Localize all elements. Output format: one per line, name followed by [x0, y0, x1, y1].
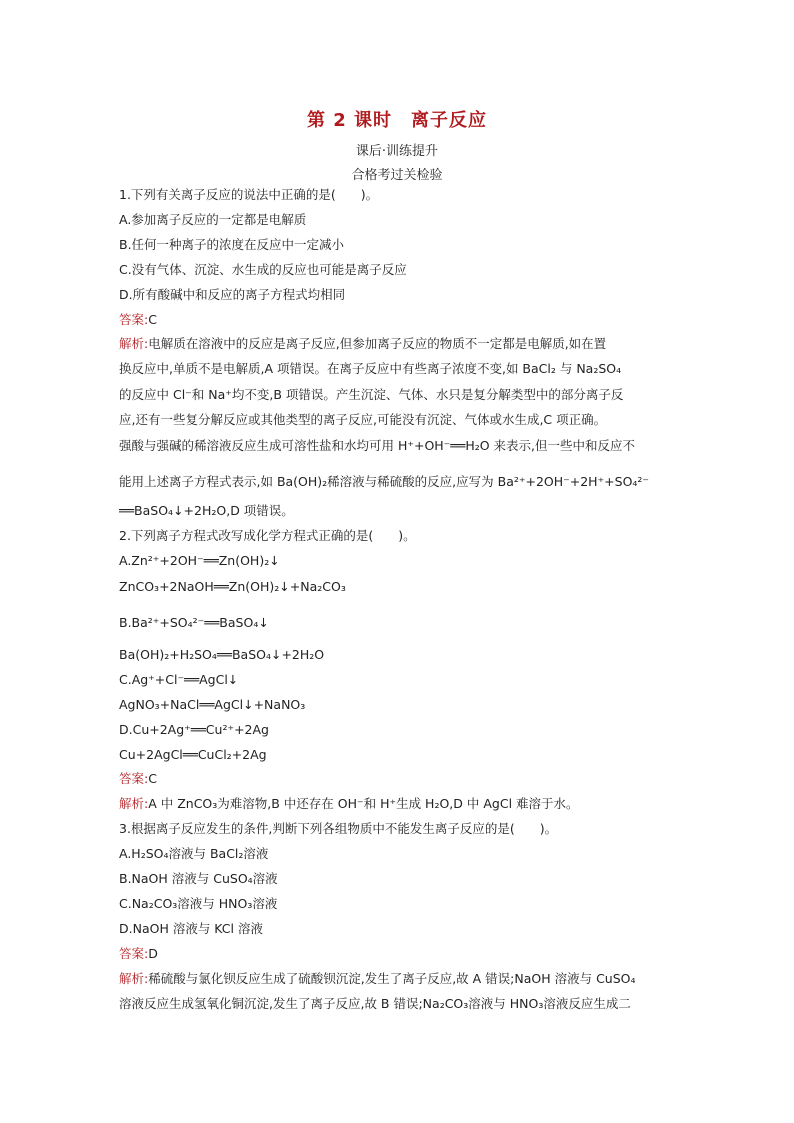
option-c: C.Ag⁺+Cl⁻══AgCl↓ — [119, 672, 239, 687]
option-d: D.NaOH 溶液与 KCl 溶液 — [119, 921, 263, 936]
question-2: 2.下列离子方程式改写成化学方程式正确的是( )。 — [119, 528, 416, 543]
explanation-text: 应,还有一些复分解反应或其他类型的离子反应,可能没有沉淀、气体或水生成,C 项正确。 — [119, 412, 607, 427]
option-d: D.所有酸碱中和反应的离子方程式均相同 — [119, 287, 346, 302]
option-d-equation: Cu+2AgCl══CuCl₂+2Ag — [119, 747, 267, 762]
option-a-equation: ZnCO₃+2NaOH══Zn(OH)₂↓+Na₂CO₃ — [119, 579, 346, 594]
option-a: A.Zn²⁺+2OH⁻══Zn(OH)₂↓ — [119, 553, 280, 568]
explanation-text: 电解质在溶液中的反应是离子反应,但参加离子反应的物质不一定都是电解质,如在置 — [148, 336, 607, 351]
option-a: A.H₂SO₄溶液与 BaCl₂溶液 — [119, 846, 269, 861]
option-b-equation: Ba(OH)₂+H₂SO₄══BaSO₄↓+2H₂O — [119, 647, 325, 662]
option-b: B.Ba²⁺+SO₄²⁻══BaSO₄↓ — [119, 615, 269, 630]
explanation-label: 解析: — [119, 336, 149, 351]
option-c: C.Na₂CO₃溶液与 HNO₃溶液 — [119, 896, 278, 911]
section-subtitle: 课后·训练提升 — [355, 144, 439, 159]
explanation-line — [119, 336, 679, 352]
answer-line — [119, 946, 679, 962]
explanation-text: 换反应中,单质不是电解质,A 项错误。在离子反应中有些离子浓度不变,如 BaCl₂ 与 Na₂SO₄ — [119, 361, 622, 376]
section-subtitle-2: 合格考过关检验 — [351, 168, 443, 183]
explanation-text: ══BaSO₄↓+2H₂O,D 项错误。 — [119, 503, 294, 518]
option-c: C.没有气体、沉淀、水生成的反应也可能是离子反应 — [119, 262, 407, 277]
page-title: 第 2 课时 离子反应 — [306, 110, 488, 131]
explanation-text: 强酸与强碱的稀溶液反应生成可溶性盐和水均可用 H⁺+OH⁻══H₂O 来表示,但一些中和反应不 — [119, 438, 636, 453]
explanation-line — [119, 796, 679, 812]
option-d: D.Cu+2Ag⁺══Cu²⁺+2Ag — [119, 722, 269, 737]
answer-line — [119, 771, 679, 787]
answer-line — [119, 312, 679, 328]
explanation-line — [119, 971, 679, 987]
option-c-equation: AgNO₃+NaCl══AgCl↓+NaNO₃ — [119, 697, 306, 712]
explanation-text: 能用上述离子方程式表示,如 Ba(OH)₂稀溶液与稀硫酸的反应,应写为 Ba²⁺+2OH⁻+2H⁺+SO₄²⁻ — [119, 474, 650, 489]
explanation-text: 溶液反应生成氢氧化铜沉淀,发生了离子反应,故 B 错误;Na₂CO₃溶液与 HNO₃溶液反应生成二 — [119, 996, 631, 1011]
explanation-label: 解析: — [119, 971, 149, 986]
question-1: 1.下列有关离子反应的说法中正确的是( )。 — [119, 187, 379, 202]
answer-label: 答案: — [119, 946, 149, 961]
explanation-text: 的反应中 Cl⁻和 Na⁺均不变,B 项错误。产生沉淀、气体、水只是复分解类型中的部分离子反 — [119, 387, 624, 402]
option-a: A.参加离子反应的一定都是电解质 — [119, 212, 307, 227]
answer-value: D — [148, 946, 158, 961]
option-b: B.NaOH 溶液与 CuSO₄溶液 — [119, 871, 278, 886]
answer-value: C — [148, 771, 157, 786]
explanation-label: 解析: — [119, 796, 149, 811]
option-b: B.任何一种离子的浓度在反应中一定减小 — [119, 237, 345, 252]
answer-value: C — [148, 312, 157, 327]
explanation-text: 稀硫酸与氯化钡反应生成了硫酸钡沉淀,发生了离子反应,故 A 错误;NaOH 溶液与 CuSO₄ — [148, 971, 636, 986]
answer-label: 答案: — [119, 312, 149, 327]
explanation-text: A 中 ZnCO₃为难溶物,B 中还存在 OH⁻和 H⁺生成 H₂O,D 中 AgCl 难溶于水。 — [148, 796, 579, 811]
question-3: 3.根据离子反应发生的条件,判断下列各组物质中不能发生离子反应的是( )。 — [119, 821, 558, 836]
answer-label: 答案: — [119, 771, 149, 786]
